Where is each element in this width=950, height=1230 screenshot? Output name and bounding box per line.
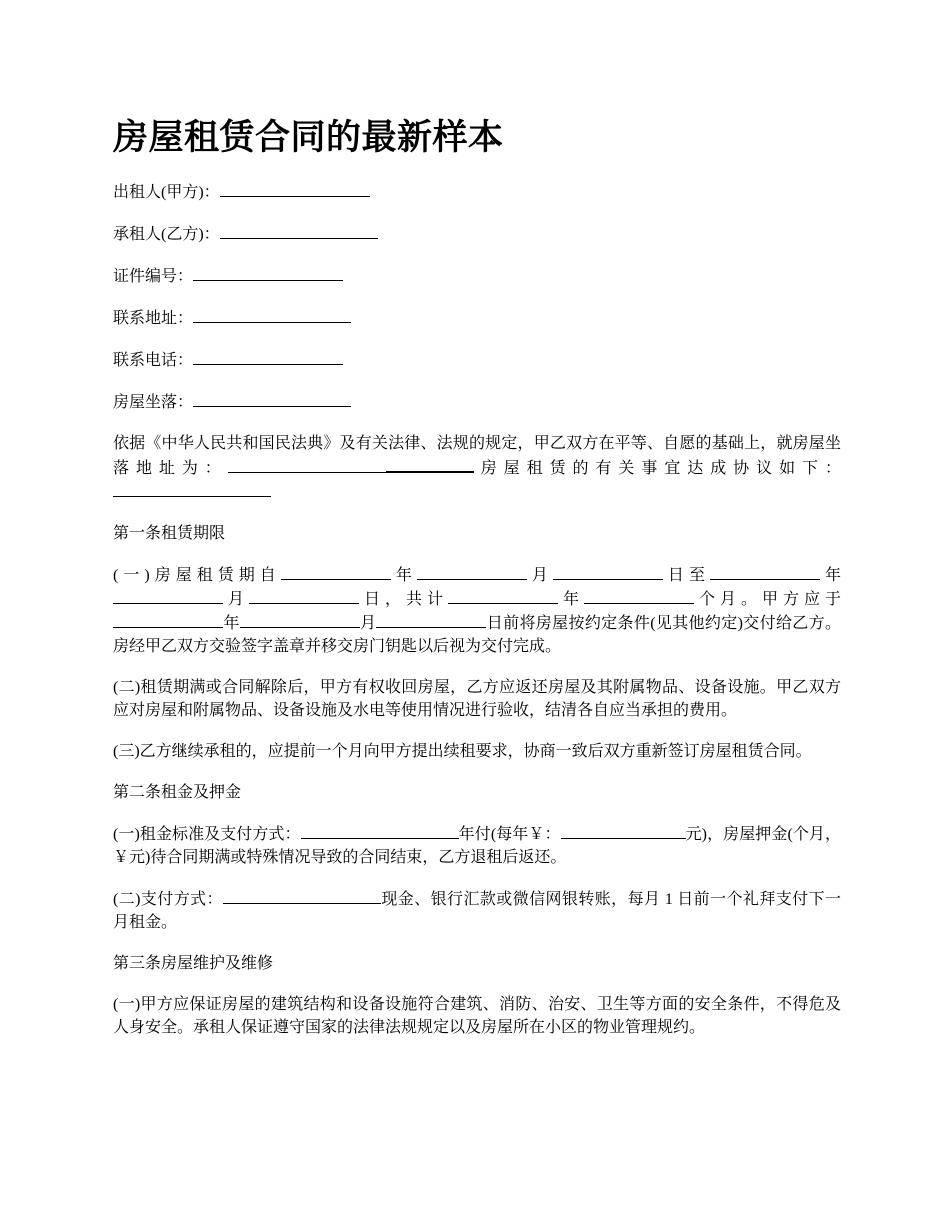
- field-label: 联系电话：: [113, 352, 194, 369]
- blank-line: [220, 222, 378, 239]
- blank-line: [193, 390, 351, 407]
- blank-line: [113, 480, 271, 497]
- field-lessee: [113, 222, 841, 245]
- blank-line: [113, 611, 223, 628]
- blank-line: [228, 456, 386, 473]
- article-3-clause-1: (一)甲方应保证房屋的建筑结构和设备设施符合建筑、消防、治安、卫生等方面的安全条件，不得危及人身安全。承租人保证遵守国家的法律法规规定以及房屋所在小区的物业管理规约。: [113, 996, 841, 1036]
- blank-line: [584, 587, 694, 604]
- document-title: 房屋租赁合同的最新样本: [113, 118, 504, 158]
- article-2-clause-1: (一)租金标准及支付方式： 年付(每年￥： 元)，房屋押金(个月，￥元)待合同期满或特殊情况导致的合同结束，乙方退租后返还。: [113, 822, 841, 869]
- article-1-clause-3: (三)乙方继续承租的，应提前一个月向甲方提出续租要求，协商一致后双方重新签订房屋租赁合同。: [113, 743, 812, 760]
- blank-line: [193, 306, 351, 323]
- field-lessor: [113, 180, 841, 203]
- blank-line: [220, 180, 370, 197]
- blank-line: [448, 587, 558, 604]
- field-label: 承租人(乙方)：: [113, 226, 220, 243]
- field-label: 联系地址：: [113, 310, 194, 327]
- blank-line: [113, 587, 223, 604]
- article-2-heading: 第二条租金及押金: [113, 784, 242, 801]
- blank-line: [223, 887, 381, 904]
- article-1-heading: 第一条租赁期限: [113, 525, 226, 542]
- blank-line: [193, 264, 343, 281]
- intro-paragraph: 依据《中华人民共和国民法典》及有关法律、法规的规定，甲乙双方在平等、自愿的基础上，就房屋坐落地址为： 房屋租赁的有关事宜达成协议如下：: [113, 432, 841, 504]
- field-address: [113, 306, 841, 329]
- document-page: [113, 0, 841, 1057]
- article-3-heading: 第三条房屋维护及维修: [113, 955, 274, 972]
- blank-line: [240, 611, 360, 628]
- field-label: 出租人(甲方)：: [113, 184, 220, 201]
- article-2-clause-2: (二)支付方式： 现金、银行汇款或微信网银转账，每月 1 日前一个礼拜支付下一月租金。: [113, 887, 841, 934]
- field-location: [113, 390, 841, 413]
- blank-line: [710, 563, 820, 580]
- field-label: 证件编号：: [113, 268, 194, 285]
- blank-line: [376, 611, 486, 628]
- blank-line: [417, 563, 527, 580]
- article-1-clause-1: (一)房屋租赁期自 年 月 日至 年月 日，共计 年 个月。甲方应于年 月 日前将房屋按约定条件(见其他约定)交付给乙方。房经甲乙双方交验签字盖章并移交房门钥匙以后视为交付完成。: [113, 563, 841, 658]
- field-phone: [113, 348, 841, 371]
- party-fields: [113, 180, 841, 413]
- article-1-clause-2: (二)租赁期满或合同解除后，甲方有权收回房屋，乙方应返还房屋及其附属物品、设备设施。甲乙双方应对房屋和附属物品、设备设施及水电等使用情况进行验收，结清各自应当承担的费用。: [113, 679, 841, 719]
- blank-line: [561, 822, 686, 839]
- blank-line: [249, 587, 359, 604]
- blank-line: [281, 563, 391, 580]
- blank-line: [301, 822, 459, 839]
- blank-line: [193, 348, 343, 365]
- field-label: 房屋坐落：: [113, 394, 194, 411]
- field-id-number: [113, 264, 841, 287]
- blank-line: [386, 455, 474, 473]
- blank-line: [553, 563, 663, 580]
